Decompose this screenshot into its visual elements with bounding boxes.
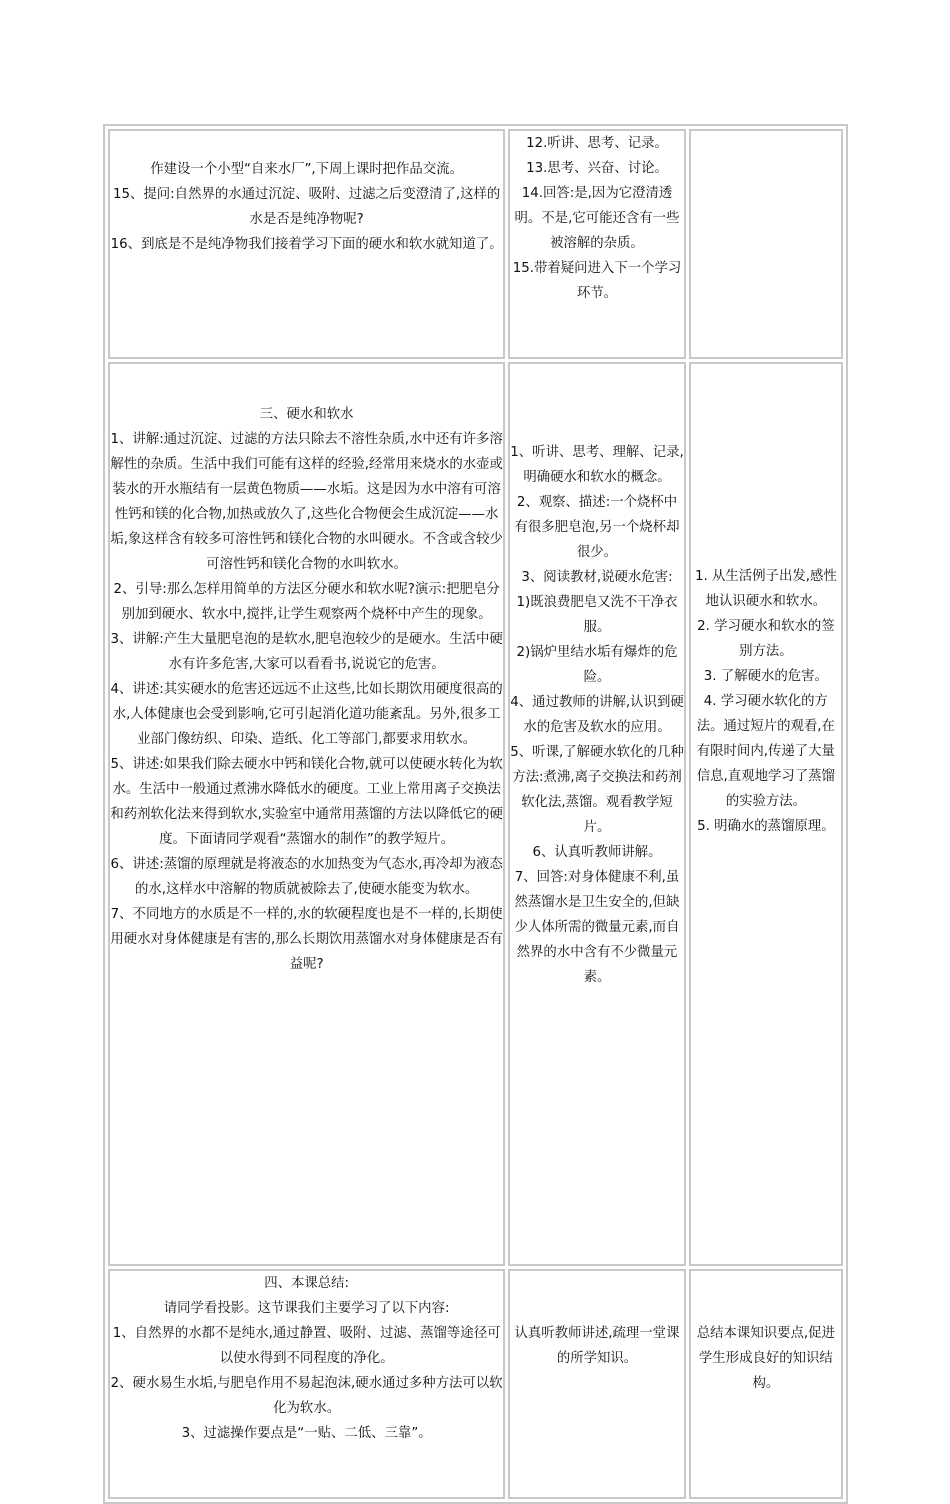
- paragraph: 1、听讲、思考、理解、记录,明确硬水和软水的概念。: [510, 445, 684, 485]
- design-intent-cell: [689, 129, 843, 359]
- student-activity-cell: [508, 1269, 685, 1499]
- paragraph: 1. 从生活例子出发,感性地认识硬水和软水。: [694, 569, 837, 609]
- table-row: [108, 362, 843, 1266]
- paragraph: 13.思考、兴奋、讨论。: [526, 161, 668, 176]
- paragraph: 16、到底是不是纯净物我们接着学习下面的硬水和软水就知道了。: [110, 237, 503, 252]
- paragraph: 3、过滤操作要点是“一贴、二低、三靠”。: [181, 1426, 432, 1441]
- paragraph: 7、回答:对身体健康不利,虽然蒸馏水是卫生安全的,但缺少人体所需的微量元素,而自然界的水中含有不少微量元素。: [514, 870, 680, 985]
- paragraph: 2、硬水易生水垢,与肥皂作用不易起泡沫,硬水通过多种方法可以软化为软水。: [110, 1376, 503, 1416]
- teacher-activity-cell: [108, 129, 505, 359]
- paragraph: 认真听教师讲述,疏理一堂课的所学知识。: [514, 1326, 680, 1366]
- student-activity-cell: [508, 362, 685, 1266]
- teacher-activity-cell: [108, 362, 505, 1266]
- paragraph: 2)锅炉里结水垢有爆炸的危险。: [516, 645, 678, 685]
- paragraph: 请同学看投影。这节课我们主要学习了以下内容:: [163, 1301, 450, 1316]
- paragraph: 1、自然界的水都不是纯水,通过静置、吸附、过滤、蒸馏等途径可以使水得到不同程度的净化。: [112, 1326, 501, 1366]
- paragraph: 1、讲解:通过沉淀、过滤的方法只除去不溶性杂质,水中还有许多溶解性的杂质。生活中我们可能有这样的经验,经常用来烧水的水壶或装水的开水瓶结有一层黄色物质——水垢。这是因为水中溶有可溶性钙和镁的化合物,加热或放久了,这些化合物便会生成沉淀——水垢,象这样含有较多可溶性钙和镁化合物的水叫硬水。不含或含较少可溶性钙和镁化合物的水叫软水。: [110, 432, 503, 572]
- paragraph: 3、阅读教材,说硬水危害:: [521, 570, 673, 585]
- student-activity-cell: [508, 129, 685, 359]
- paragraph: 15、提问:自然界的水通过沉淀、吸附、过滤之后变澄清了,这样的水是否是纯净物呢?: [112, 187, 501, 227]
- table-row: [108, 129, 843, 359]
- paragraph: 5. 明确水的蒸馏原理。: [697, 819, 835, 834]
- paragraph: 6、讲述:蒸馏的原理就是将液态的水加热变为气态水,再冷却为液态的水,这样水中溶解的物质就被除去了,使硬水能变为软水。: [110, 857, 503, 897]
- paragraph: 2、引导:那么怎样用简单的方法区分硬水和软水呢?演示:把肥皂分别加到硬水、软水中,搅拌,让学生观察两个烧杯中产生的现象。: [113, 582, 500, 622]
- paragraph: 3. 了解硬水的危害。: [703, 669, 828, 684]
- lesson-plan-table: [103, 124, 848, 1504]
- paragraph: 4、讲述:其实硬水的危害还远远不止这些,比如长期饮用硬度很高的水,人体健康也会受到影响,它可引起消化道功能紊乱。另外,很多工业部门像纺织、印染、造纸、化工等部门,都要求用软水。: [110, 682, 503, 747]
- section-heading: 三、硬水和软水: [259, 407, 354, 422]
- section-heading: 四、本课总结:: [264, 1276, 350, 1291]
- paragraph: 4、通过教师的讲解,认识到硬水的危害及软水的应用。: [510, 695, 684, 735]
- paragraph: 1)既浪费肥皂又洗不干净衣服。: [516, 595, 678, 635]
- paragraph: 6、认真听教师讲解。: [532, 845, 662, 860]
- paragraph: 2. 学习硬水和软水的签别方法。: [697, 619, 835, 659]
- paragraph: 5、讲述:如果我们除去硬水中钙和镁化合物,就可以使硬水转化为软水。生活中一般通过煮沸水降低水的硬度。工业上常用离子交换法和药剂软化法来得到软水,实验室中通常用蒸馏的方法以降低它的硬度。下面请同学观看“蒸馏水的制作”的教学短片。: [110, 757, 503, 847]
- paragraph: 15.带着疑问进入下一个学习环节。: [512, 261, 682, 301]
- paragraph: 4. 学习硬水软化的方法。通过短片的观看,在有限时间内,传递了大量信息,直观地学习了蒸馏的实验方法。: [696, 694, 835, 809]
- paragraph: 14.回答:是,因为它澄清透明。不是,它可能还含有一些被溶解的杂质。: [514, 186, 680, 251]
- paragraph: 12.听讲、思考、记录。: [526, 136, 668, 151]
- table-row: [108, 1269, 843, 1499]
- design-intent-cell: [689, 362, 843, 1266]
- paragraph: 总结本课知识要点,促进学生形成良好的知识结构。: [696, 1326, 835, 1391]
- paragraph: 7、不同地方的水质是不一样的,水的软硬程度也是不一样的,长期使用硬水对身体健康是有害的,那么长期饮用蒸馏水对身体健康是否有益呢?: [110, 907, 503, 972]
- design-intent-cell: [689, 1269, 843, 1499]
- paragraph: 3、讲解:产生大量肥皂泡的是软水,肥皂泡较少的是硬水。生活中硬水有许多危害,大家可以看看书,说说它的危害。: [110, 632, 503, 672]
- paragraph: 2、观察、描述:一个烧杯中有很多肥皂泡,另一个烧杯却很少。: [514, 495, 680, 560]
- teacher-activity-cell: [108, 1269, 505, 1499]
- paragraph: 作建设一个小型“自来水厂”,下周上课时把作品交流。: [150, 162, 463, 177]
- paragraph: 5、听课,了解硬水软化的几种方法:煮沸,离子交换法和药剂软化法,蒸馏。观看教学短片。: [510, 745, 684, 835]
